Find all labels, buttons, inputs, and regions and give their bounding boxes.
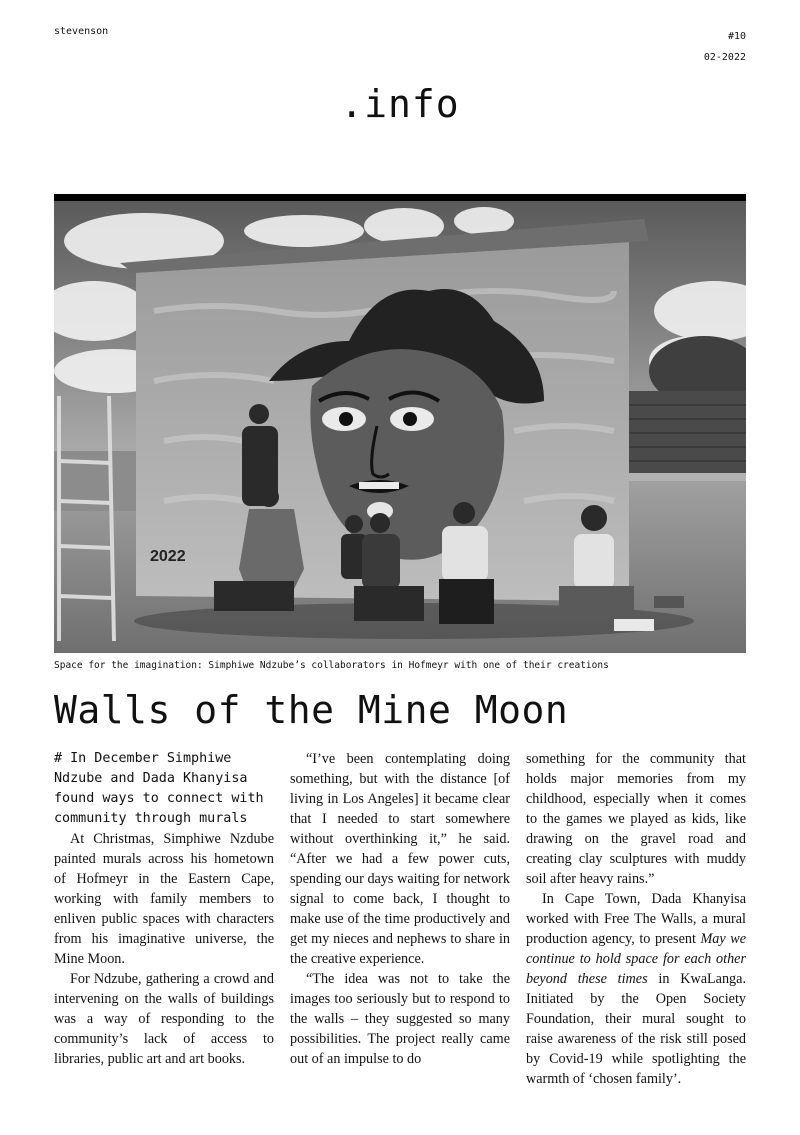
article-paragraph: “I’ve been contemplating doing something, but with the distance [of living in Los Angeles] it became clear that I needed to start somewhere without overthinking it,” he said. “After we had a few power cuts, spending our days waiting for network signal to come back, I thought to make use of the time productively and get my nieces and nephews to share in the creative experience.	[290, 751, 510, 967]
article-paragraph	[526, 889, 746, 1089]
issue-info	[704, 26, 746, 68]
article-paragraph: For Ndzube, gathering a crowd and intervening on the walls of buildings was a way of responding to the community’s lack of access to libraries, public art and art books.	[54, 971, 274, 1067]
article-standfirst: # In December Simphiwe Ndzube and Dada Khanyisa found ways to connect with community through murals	[54, 751, 264, 826]
article-column-1	[54, 749, 274, 1069]
mural-photo	[54, 201, 746, 653]
paragraph-text: In Cape Town, Dada Khanyisa worked with Free The Walls, a mural production agency, to present	[526, 891, 746, 947]
article-headline: Walls of the Mine Moon	[54, 688, 569, 732]
photo-caption: Space for the imagination: Simphiwe Ndzube’s collaborators in Hofmeyr with one of their creations	[54, 660, 609, 671]
artwork-title: May we continue to hold space for each other beyond these times	[526, 931, 746, 987]
article-paragraph: “The idea was not to take the images too seriously but to respond to the walls – they suggested so many possibilities. The project really came out of an impulse to do	[290, 971, 510, 1067]
publisher-name: stevenson	[54, 26, 109, 37]
article-column-2	[290, 749, 510, 1069]
paragraph-text: in KwaLanga. Initiated by the Open Society Foundation, their mural sought to raise awareness of the risk still posed by Covid-19 while spotlighting the warmth of ‘chosen family’.	[526, 971, 746, 1087]
article-paragraph: At Christmas, Simphiwe Nzdube painted murals across his hometown of Hofmeyr in the Eastern Cape, working with family members to enliven public spaces with characters from his imaginative universe, the Mine Moon.	[54, 831, 274, 967]
article-column-3	[526, 749, 746, 1089]
photo-top-rule	[54, 194, 746, 201]
masthead-title: .info	[340, 82, 460, 126]
issue-date: 02-2022	[703, 52, 746, 63]
wall-year-text: 2022	[150, 548, 186, 565]
issue-number: #10	[727, 31, 746, 42]
article-paragraph: something for the community that holds major memories from my childhood, especially when it comes to the games we played as kids, like drawing on the gravel road and creating clay sculptures with muddy soil after heavy rains.”	[526, 751, 746, 887]
